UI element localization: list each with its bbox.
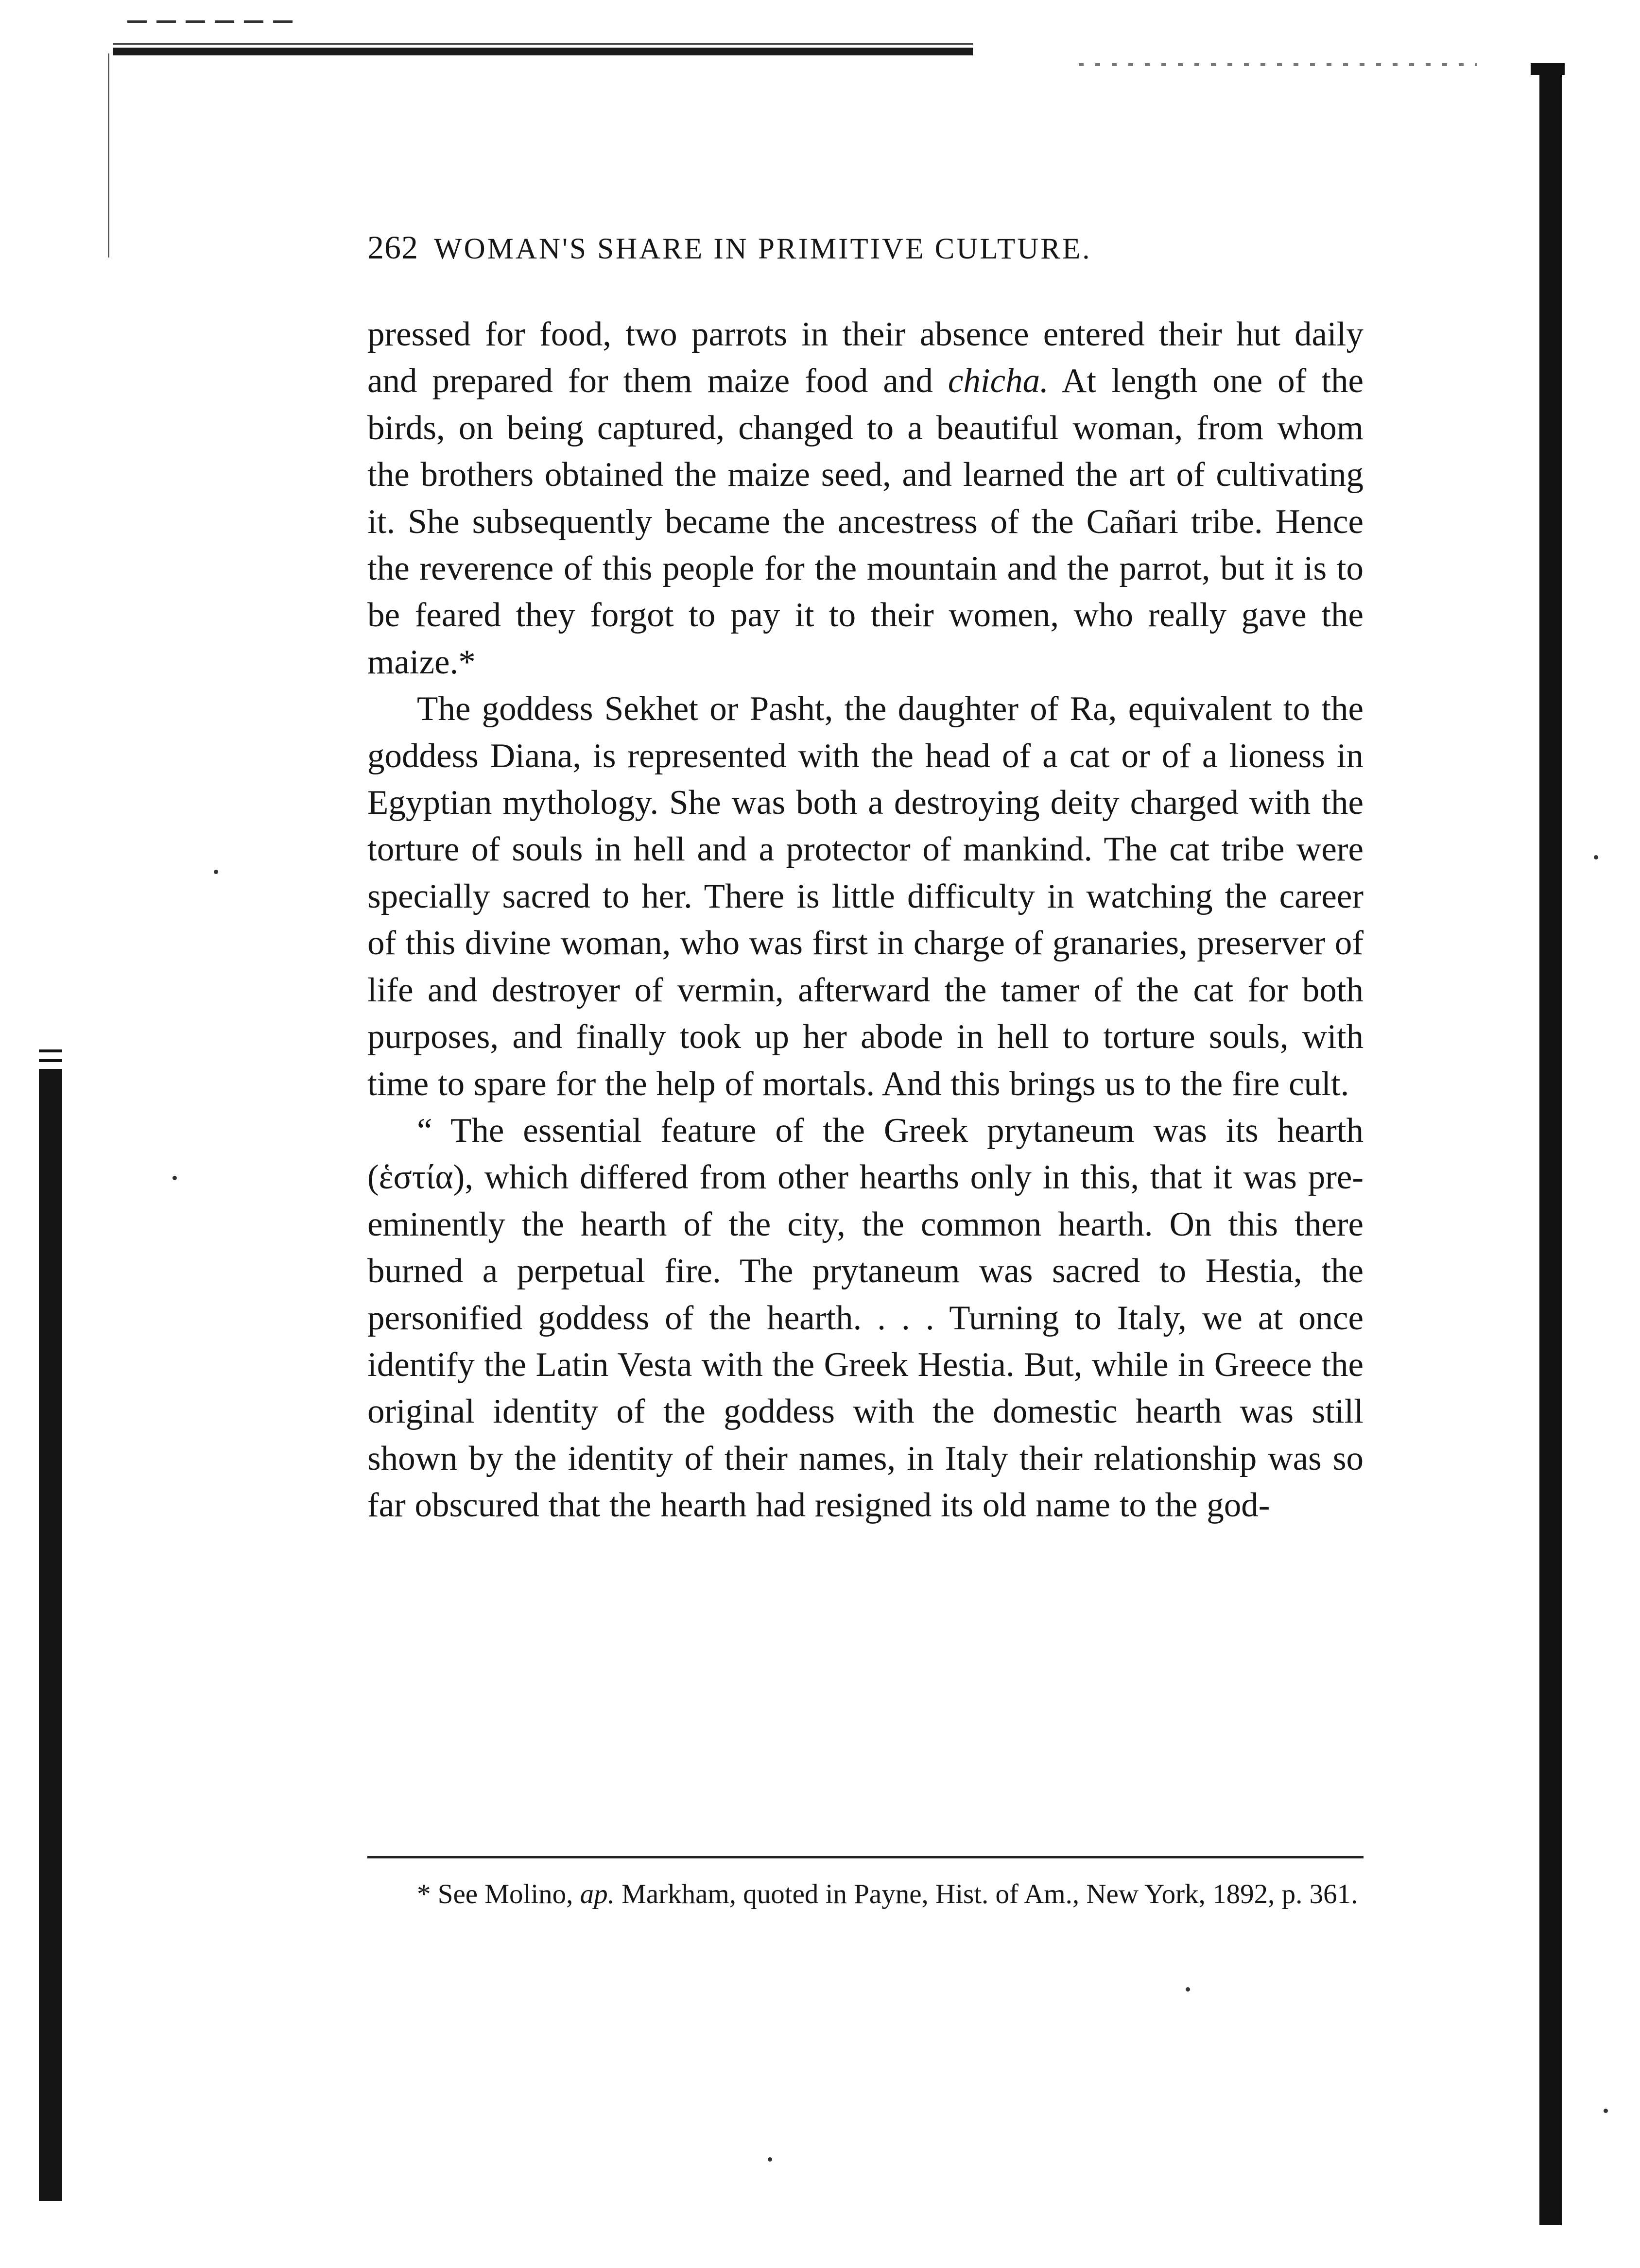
scan-top-rule (113, 48, 973, 55)
running-head (367, 228, 1364, 267)
scan-noise (1079, 63, 1477, 66)
scan-speck (214, 870, 218, 874)
scan-speck (1594, 855, 1598, 859)
paragraph-parrots (367, 311, 1364, 686)
footnote-rule (367, 1856, 1364, 1858)
chicha-italic: chicha. (948, 362, 1049, 400)
scan-speck (1604, 2109, 1608, 2113)
paragraph-parrots-text: pressed for food, two parrots in their absence entered their hut daily and prepared for them maize food and (367, 315, 1364, 400)
scan-speck (768, 2157, 772, 2162)
footnote-text-cont: Markham, quoted in Payne, Hist. of Am., New York, 1892, p. 361. (614, 1879, 1358, 1909)
footnote (367, 1875, 1364, 1913)
scan-left-edge-line (108, 53, 109, 258)
scan-top-rule-thin (113, 43, 973, 45)
running-head-title: WOMAN'S SHARE IN PRIMITIVE CULTURE. (434, 233, 1092, 265)
paragraph-sekhet: The goddess Sekhet or Pasht, the daughter of Ra, equivalent to the goddess Diana, is represented with the head of a cat or of a lioness in Egyptian mythology. She was both a destroying deity charged with the torture of souls in hell and a protector of mankind. The cat tribe were specially sacred to her. There is little difficulty in watching the career of this divine woman, who was first in charge of granaries, preserver of life and destroyer of vermin, afterward the tamer of the cat for both purposes, and finally took up her abode in hell to torture souls, with time to spare for the help of mortals. And this brings us to the fire cult. (367, 690, 1364, 1103)
footnote-text: * See Molino, (417, 1879, 580, 1909)
page-number: 262 (367, 229, 418, 266)
body-text (367, 311, 1364, 1529)
paragraph-parrots-text-cont: At length one of the birds, on being captured, changed to a beautiful woman, from whom the brothers obtained the maize seed, and learned the art of cultivating it. She subsequently became the ancestress of the Cañari tribe. Hence the reverence of this people for the mountain and the parrot, but it is to be feared they forgot to pay it to their women, who really gave the maize.* (367, 362, 1364, 681)
scan-left-bar-tick (39, 1049, 62, 1052)
scan-left-bar-tick (39, 1059, 62, 1062)
scan-right-bar (1539, 68, 1562, 2225)
paragraph-prytaneum: “ The essential feature of the Greek prytaneum was its hearth (ἑστία), which differed from other hearths only in this, that it was pre-eminently the hearth of the city, the common hearth. On this there burned a perpetual fire. The prytaneum was sacred to Hestia, the personified goddess of the hearth. . . . Turning to Italy, we at once identify the Latin Vesta with the Greek Hestia. But, while in Greece the original identity of the goddess with the domestic hearth was still shown by the identity of their names, in Italy their relationship was so far obscured that the hearth had resigned its old name to the god- (367, 1111, 1364, 1525)
footnote-italic: ap. (580, 1879, 615, 1909)
scan-speck (173, 1176, 177, 1180)
scan-speck (1186, 1987, 1190, 1992)
scan-top-dash (127, 20, 297, 23)
scan-left-bar (39, 1069, 62, 2201)
